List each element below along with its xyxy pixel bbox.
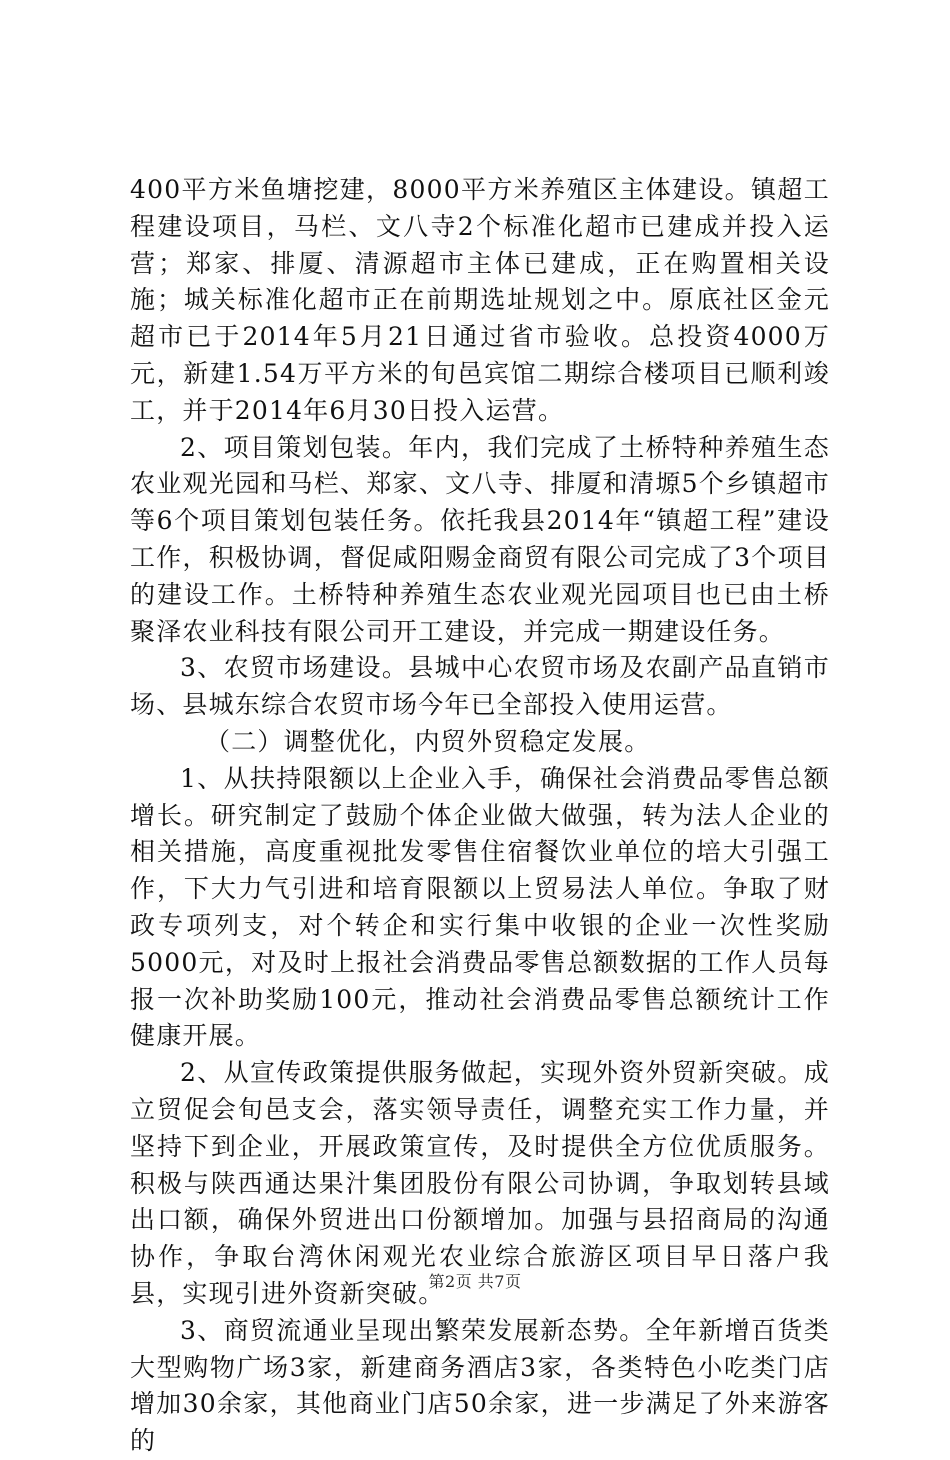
paragraph-retail-growth: 1、从扶持限额以上企业入手，确保社会消费品零售总额增长。研究制定了鼓励个体企业做大做强，转为法人企业的相关措施，高度重视批发零售住宿餐饮业单位的培大引强工作，下大力气引进和培育限额以上贸易法人单位。争取了财政专项列支，对个转企和实行集中收银的企业一次性奖励5000元，对及时上报社会消费品零售总额数据的工作人员每报一次补助奖励100元，推动社会消费品零售总额统计工作健康开展。 [130, 763, 830, 1051]
paragraph-foreign-trade: 2、从宣传政策提供服务做起，实现外资外贸新突破。成立贸促会旬邑支会，落实领导责任，调整充实工作力量，并坚持下到企业，开展政策宣传，及时提供全方位优质服务。积极与陕西通达果汁集团股份有限公司协调，争取划转县域出口额，确保外贸进出口份额增加。加强与县招商局的沟通协作，争取台湾休闲观光农业综合旅游区项目早日落户我县，实现引进外资新突破。 [130, 1058, 830, 1308]
paragraph-commerce-development: 3、商贸流通业呈现出繁荣发展新态势。全年新增百货类大型购物广场3家，新建商务酒店3家，各类特色小吃类门店增加30余家，其他商业门店50余家，进一步满足了外来游客的 [130, 1315, 830, 1456]
page-number-footer: 第2页 共7页 [428, 1272, 522, 1291]
section-heading-trade: （二）调整优化，内贸外贸稳定发展。 [205, 726, 651, 756]
paragraph-market-construction: 3、农贸市场建设。县城中心农贸市场及农副产品直销市场、县城东综合农贸市场今年已全部投入使用运营。 [130, 653, 830, 720]
paragraph-continuation: 400平方米鱼塘挖建，8000平方米养殖区主体建设。镇超工程建设项目，马栏、文八寺2个标准化超市已建成并投入运营；郑家、排厦、清源超市主体已建成，正在购置相关设施；城关标准化超市正在前期选址规划之中。原底社区金元超市已于2014年5月21日通过省市验收。总投资4000万元，新建1.54万平方米的旬邑宾馆二期综合楼项目已顺利竣工，并于2014年6月30日投入运营。 [130, 175, 830, 425]
document-body [130, 172, 830, 1460]
paragraph-project-planning: 2、项目策划包装。年内，我们完成了土桥特种养殖生态农业观光园和马栏、郑家、文八寺、排厦和清塬5个乡镇超市等6个项目策划包装任务。依托我县2014年“镇超工程”建设工作，积极协调，督促咸阳赐金商贸有限公司完成了3个项目的建设工作。土桥特种养殖生态农业观光园项目也已由土桥聚泽农业科技有限公司开工建设，并完成一期建设任务。 [130, 432, 830, 646]
